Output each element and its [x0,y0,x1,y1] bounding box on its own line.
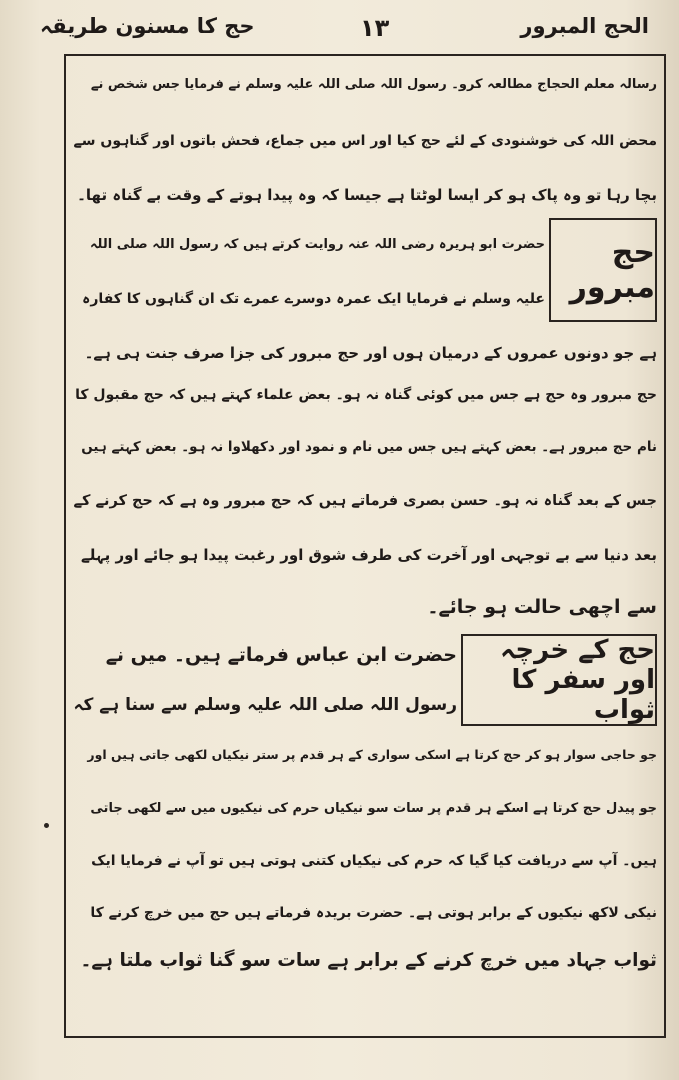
text-line: جو پیدل حج کرتا ہے اسکے ہر قدم پر سات سو نیکیاں حرم کی نیکیوں میں سے لکھی جاتی [90,801,657,816]
text-line: حضرت ابن عباس فرماتے ہیں۔ میں نے [105,644,457,666]
text-line: نیکی لاکھ نیکیوں کے برابر ہوتی ہے۔ حضرت بریدہ فرماتے ہیں حج میں خرچ کرنے کا [90,905,657,921]
header-chapter-title: حج کا مسنون طریقہ [40,14,255,38]
text-line: محض اللہ کی خوشنودی کے لئے حج کیا اور اس میں جماع، فحش باتوں اور گناہوں سے [74,133,657,149]
section-heading-hajj-expense-reward: حج کے خرچہ اور سفر کا ثواب [461,634,657,726]
header-book-title: الحج المبرور [520,14,649,38]
page-number: ۱۳ [360,14,390,42]
text-line: حضرت ابو ہریرہ رضی اللہ عنہ روایت کرتے ہیں کہ رسول اللہ صلی اللہ [89,237,545,252]
text-line: ثواب جہاد میں خرچ کرنے کے برابر ہے سات سو گنا ثواب ملتا ہے۔ [80,950,657,971]
text-line: ہے جو دونوں عمروں کے درمیان ہوں اور حج مبرور کی جزا صرف جنت ہی ہے۔ [84,344,657,362]
text-line: بچا رہا تو وہ پاک ہو کر ایسا لوٹتا ہے جیسا کہ وہ پیدا ہوتے کے وقت بے گناہ تھا۔ [77,186,657,204]
text-line: علیہ وسلم نے فرمایا ایک عمرہ دوسرے عمرے تک ان گناہوں کا کفارہ [82,291,545,307]
text-line: ہیں۔ آپ سے دریافت کیا گیا کہ حرم کی نیکیاں کتنی ہوتی ہیں تو آپ نے فرمایا ایک [91,853,657,869]
text-line: رسول اللہ صلی اللہ علیہ وسلم سے سنا ہے کہ [74,695,457,715]
text-line: حج مبرور وہ حج ہے جس میں کوئی گناہ نہ ہو۔ بعض علماء کہتے ہیں کہ حج مقبول کا [75,387,657,403]
text-line: نام حج مبرور ہے۔ بعض کہتے ہیں جس میں نام و نمود اور دکھلاوا نہ ہو۔ بعض کہتے ہیں [81,439,657,455]
text-line: بعد دنیا سے بے توجہی اور آخرت کی طرف شوق اور رغبت پیدا ہو جائے اور پہلے [80,546,657,564]
text-line: جو حاجی سوار ہو کر حج کرتا ہے اسکی سواری کے ہر قدم پر ستر نیکیاں لکھی جاتی ہیں اور [87,747,657,762]
text-line: سے اچھی حالت ہو جائے۔ [427,596,657,618]
text-line: جس کے بعد گناہ نہ ہو۔ حسن بصری فرماتے ہیں کہ حج مبرور وہ ہے کہ حج کرنے کے [74,493,657,509]
running-header [40,12,649,52]
ink-dot [44,823,49,828]
section-heading-hajj-mabroor: حج مبرور [549,218,657,322]
text-line: رسالہ معلم الحجاج مطالعہ کرو۔ رسول اللہ صلی اللہ علیہ وسلم نے فرمایا جس شخص نے [90,77,657,92]
